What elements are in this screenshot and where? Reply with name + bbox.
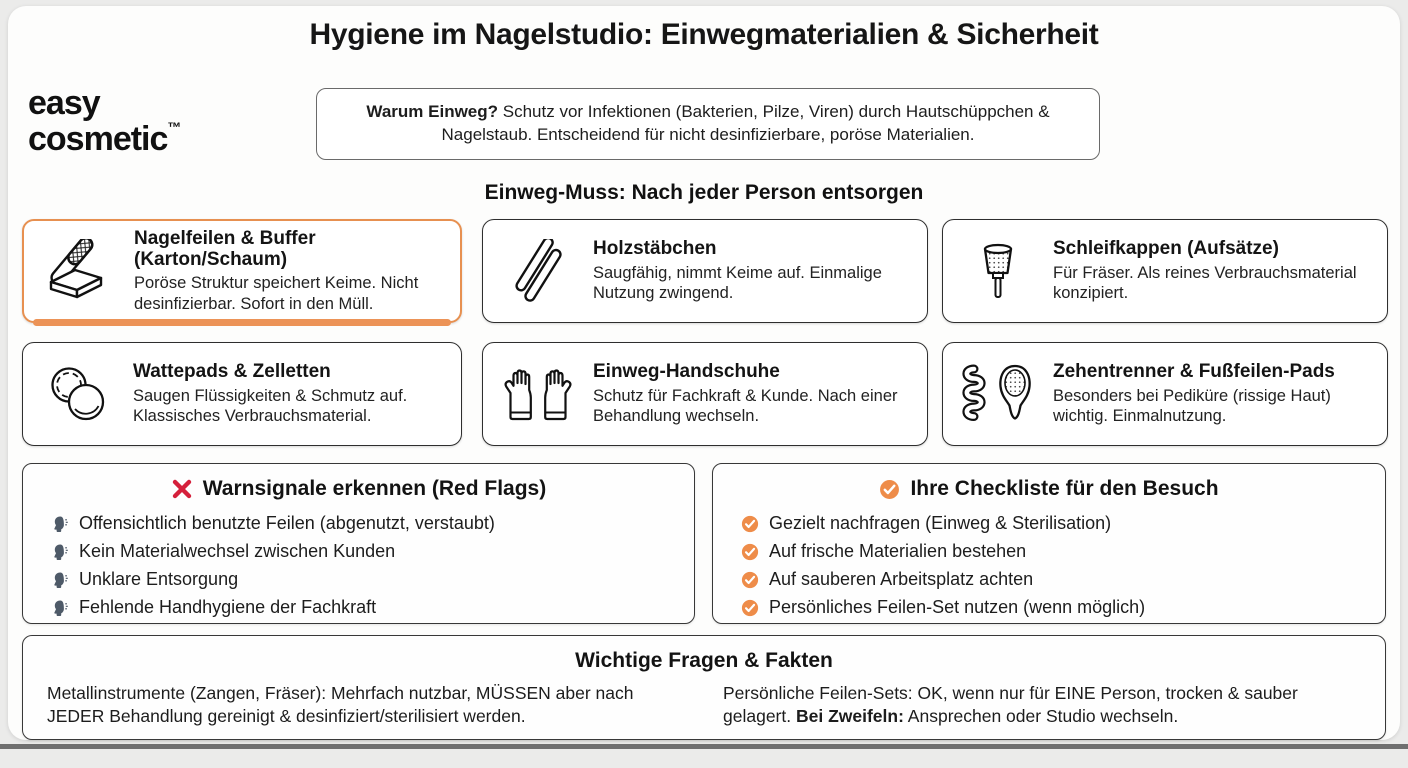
card-title: Schleifkappen (Aufsätze) — [1053, 238, 1279, 260]
card-content — [134, 228, 446, 314]
warning-item — [51, 538, 694, 565]
checklist-text: Gezielt nachfragen (Einweg & Sterilisation) — [769, 513, 1112, 533]
warning-text: Fehlende Handhygiene der Fachkraft — [79, 597, 377, 617]
card-title: Wattepads & Zelletten — [133, 361, 331, 383]
warnings-title-row — [23, 477, 694, 501]
card-content — [133, 361, 447, 426]
checklist-title-row — [713, 477, 1385, 501]
facts-right-pre: Persönliche Feilen-Sets: OK, wenn nur für EINE Person, trocken & sauber gelagert. — [723, 683, 1298, 727]
check-circle-icon — [741, 571, 759, 589]
why-disposable-body: Schutz vor Infektionen (Bakterien, Pilze, Viren) durch Hautschüppchen & Nagelstaub. Entscheidend für nicht desinfizierbare, poröse Materialien. — [441, 102, 1050, 144]
why-disposable-box — [316, 88, 1100, 160]
wooden-sticks-icon — [499, 239, 577, 303]
why-disposable-text — [347, 101, 1069, 147]
card-text: Für Fräser. Als reines Verbrauchsmaterial konzipiert. — [1053, 263, 1357, 303]
logo-line1: easy — [28, 84, 100, 122]
toe-separator-foot-pad-icon — [959, 363, 1037, 425]
card-gloves — [482, 342, 928, 446]
checklist-text: Auf sauberen Arbeitsplatz achten — [769, 569, 1034, 589]
speaking-head-icon — [51, 515, 69, 532]
speaking-head-icon — [51, 543, 69, 560]
sanding-cap-icon — [959, 239, 1037, 303]
checklist-text: Auf frische Materialien bestehen — [769, 541, 1027, 561]
card-content — [1053, 238, 1373, 303]
card-content — [1053, 361, 1373, 426]
checklist-item — [741, 566, 1385, 593]
card-title: Holzstäbchen — [593, 238, 717, 260]
card-text: Saugen Flüssigkeiten & Schmutz auf. Klassisches Verbrauchsmaterial. — [133, 386, 408, 426]
trademark-symbol: ™ — [167, 119, 182, 135]
highlight-accent-bar — [33, 319, 451, 326]
section-header: Einweg-Muss: Nach jeder Person entsorgen — [484, 181, 924, 204]
x-mark-icon — [171, 478, 193, 500]
facts-columns — [23, 673, 1385, 728]
warnings-panel — [22, 463, 695, 624]
check-circle-icon — [741, 543, 759, 561]
facts-left-text: Metallinstrumente (Zangen, Fräser): Mehrfach nutzbar, MÜSSEN aber nach JEDER Behandlung gereinigt & desinfiziert/sterilisiert werden. — [47, 683, 634, 727]
facts-right-text — [723, 682, 1361, 728]
facts-panel — [22, 635, 1386, 740]
facts-right-bold: Bei Zweifeln: — [795, 706, 904, 727]
card-title: Einweg-Handschuhe — [593, 361, 780, 383]
speaking-head-icon — [51, 599, 69, 616]
card-toe-separators — [942, 342, 1388, 446]
nail-file-buffer-icon — [40, 239, 118, 303]
card-title: Zehentrenner & Fußfeilen-Pads — [1053, 361, 1335, 383]
card-wooden-sticks — [482, 219, 928, 323]
warnings-title: Warnsignale erkennen (Red Flags) — [202, 477, 547, 500]
card-text: Saugfähig, nimmt Keime auf. Einmalige Nutzung zwingend. — [593, 263, 882, 303]
card-text: Schutz für Fachkraft & Kunde. Nach einer Behandlung wechseln. — [593, 386, 898, 426]
warnings-list — [23, 510, 694, 621]
brand-logo — [28, 86, 181, 156]
facts-right-post: Ansprechen oder Studio wechseln. — [903, 706, 1179, 727]
checklist-item — [741, 510, 1385, 537]
warning-text: Offensichtlich benutzte Feilen (abgenutzt, verstaubt) — [79, 513, 495, 533]
cotton-pads-icon — [39, 364, 117, 424]
warning-item — [51, 510, 694, 537]
page-title: Hygiene im Nagelstudio: Einwegmaterialien & Sicherheit — [309, 18, 1099, 51]
warning-text: Kein Materialwechsel zwischen Kunden — [79, 541, 396, 561]
checklist-panel — [712, 463, 1386, 624]
checklist-text: Persönliches Feilen-Set nutzen (wenn möglich) — [769, 597, 1146, 617]
card-cotton-pads — [22, 342, 462, 446]
warning-text: Unklare Entsorgung — [79, 569, 239, 589]
card-sanding-caps — [942, 219, 1388, 323]
checklist-item — [741, 538, 1385, 565]
bottom-divider — [0, 744, 1408, 749]
facts-title: Wichtige Fragen & Fakten — [575, 649, 833, 672]
logo-line2: cosmetic — [28, 120, 168, 158]
card-content — [593, 238, 913, 303]
card-text: Poröse Struktur speichert Keime. Nicht desinfizierbar. Sofort in den Müll. — [134, 274, 419, 313]
check-circle-icon — [741, 599, 759, 617]
check-circle-icon — [879, 479, 900, 500]
card-nail-files-buffer — [22, 219, 462, 323]
warning-item — [51, 566, 694, 593]
check-circle-icon — [741, 515, 759, 533]
checklist-item — [741, 594, 1385, 621]
checklist-title: Ihre Checkliste für den Besuch — [910, 477, 1219, 500]
card-content — [593, 361, 913, 426]
speaking-head-icon — [51, 571, 69, 588]
why-disposable-lead: Warum Einweg? — [366, 102, 499, 122]
card-text: Besonders bei Pediküre (rissige Haut) wichtig. Einmalnutzung. — [1053, 386, 1331, 426]
gloves-icon — [499, 363, 577, 425]
warning-item — [51, 594, 694, 621]
card-title: Nagelfeilen & Buffer (Karton/Schaum) — [134, 227, 316, 271]
checklist-list — [713, 510, 1385, 621]
